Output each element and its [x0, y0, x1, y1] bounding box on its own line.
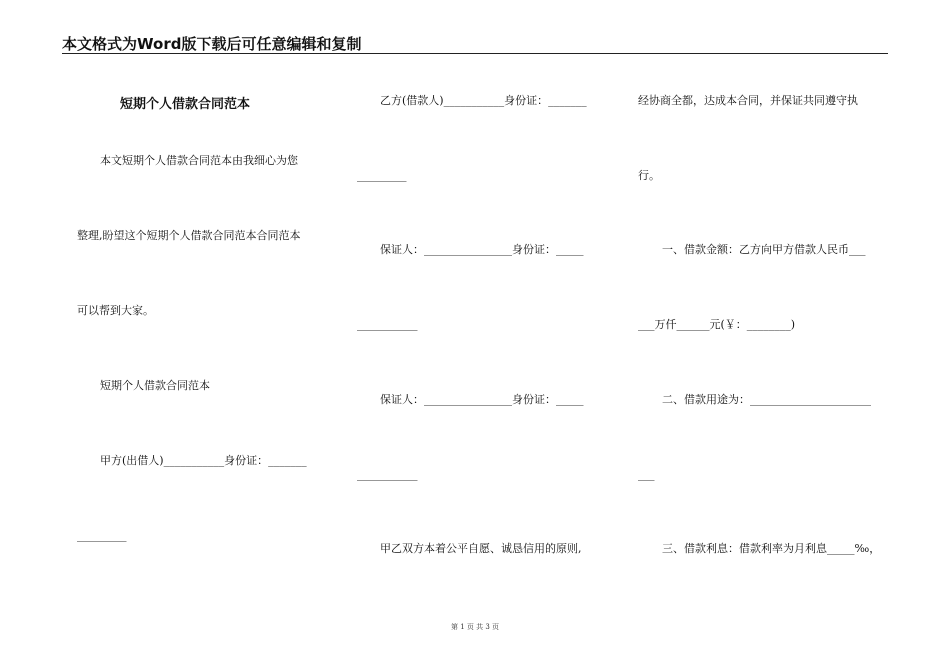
col3-line-7: 三、借款利息：借款利率为月利息_____‰，: [662, 542, 881, 555]
col2-line-6: ___________: [357, 468, 418, 481]
document-title: 短期个人借款合同范本: [120, 97, 251, 112]
header-divider: [62, 53, 888, 54]
col1-line-1: 本文短期个人借款合同范本由我细心为您: [100, 154, 298, 167]
col2-line-7: 甲乙双方本着公平自愿、诚恳信用的原则,: [380, 542, 582, 555]
col2-line-3: 保证人：________________身份证：_____: [380, 243, 584, 256]
col2-line-5: 保证人：________________身份证：_____: [380, 393, 584, 406]
col3-line-6: ___: [638, 468, 655, 481]
col1-line-3: 可以帮到大家。: [77, 304, 154, 317]
page-footer: 第 1 页 共 3 页: [450, 623, 500, 631]
col1-line-5: 甲方(出借人)___________身份证：_______: [100, 454, 307, 467]
col3-line-3: 一、借款金额：乙方向甲方借款人民币___: [662, 243, 866, 256]
col3-line-5: 二、借款用途为：______________________: [662, 393, 871, 406]
col3-line-4: ___万仟______元(￥：________): [638, 318, 796, 331]
col2-line-4: ___________: [357, 318, 418, 331]
col3-line-1: 经协商全都，达成本合同，并保证共同遵守执: [638, 94, 858, 107]
document-header: 本文格式为Word版下载后可任意编辑和复制: [62, 35, 362, 53]
col1-line-2: 整理,盼望这个短期个人借款合同范本合同范本: [77, 229, 301, 242]
col1-line-6: _________: [77, 529, 127, 542]
col2-line-2: _________: [357, 169, 407, 182]
col3-line-2: 行。: [638, 169, 660, 182]
col1-line-4: 短期个人借款合同范本: [100, 379, 210, 392]
col2-line-1: 乙方(借款人)___________身份证：_______: [380, 94, 587, 107]
